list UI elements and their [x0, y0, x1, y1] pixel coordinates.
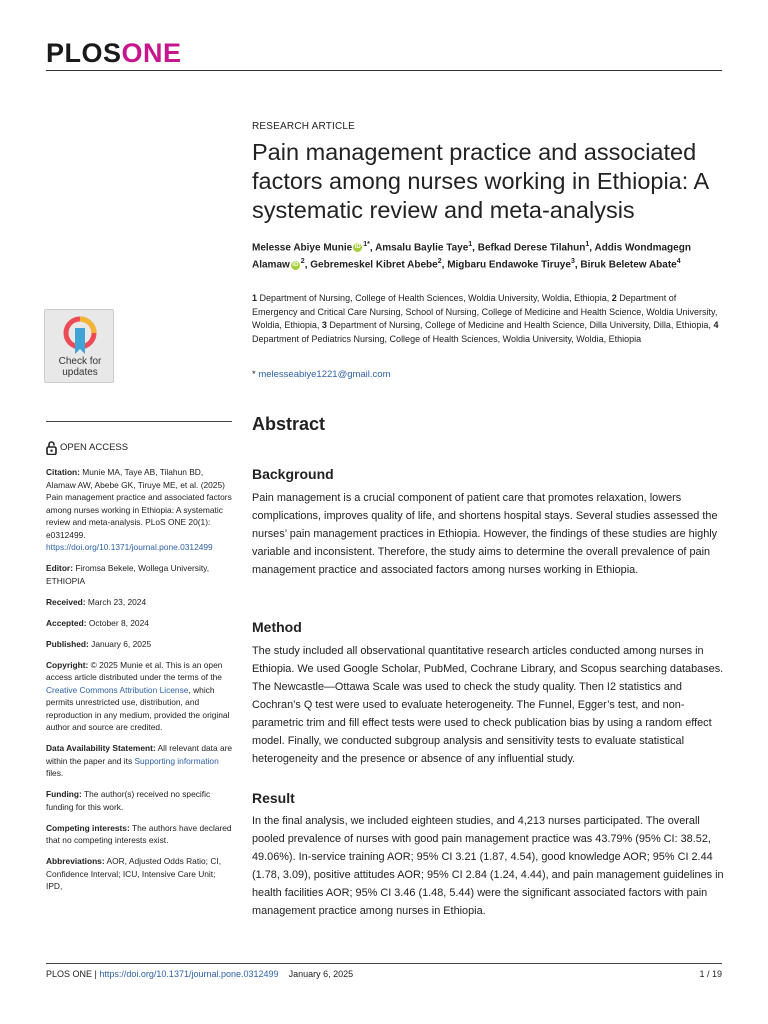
license-link[interactable]: Creative Commons Attribution License	[46, 684, 189, 695]
accepted-value: October 8, 2024	[88, 617, 149, 628]
editor	[46, 562, 234, 587]
abbreviations-text: AOR, Adjusted Odds Ratio; CI, Confidence Interval; ICU, Intensive Care Unit; IPD,	[46, 856, 222, 891]
article-sidebar	[46, 441, 234, 901]
author-affil-sup: 1	[363, 241, 368, 248]
corresponding-mark: *	[367, 241, 370, 248]
affil-number: 1	[252, 293, 258, 303]
affil-text: Department of Nursing, College of Health Sciences, Woldia University, Woldia, Ethiopia,	[259, 293, 610, 303]
footer-date: January 6, 2025	[288, 969, 354, 979]
affil-number: 3	[321, 320, 327, 330]
check-label-line1: Check for	[58, 356, 102, 367]
author-affil-sup: 2	[300, 258, 305, 266]
copyright	[46, 659, 234, 734]
corresponding-star: *	[252, 369, 256, 380]
crossmark-icon	[63, 316, 97, 356]
funding-text: The author(s) received no specific funding for this work.	[46, 789, 211, 812]
corresponding-email	[252, 369, 724, 380]
affil-text: Department of Nursing, College of Medicine and Health Science, Dilla University, Dilla, Ethiopia,	[329, 320, 711, 330]
sidebar-divider	[46, 421, 232, 422]
author-name[interactable]: Addis Wondmagegn Alamaw	[252, 242, 691, 271]
author-name[interactable]: Melesse Abiye Munie	[252, 242, 353, 254]
citation-label: Citation:	[46, 467, 80, 477]
author-name[interactable]: Befkad Derese Tilahun	[477, 242, 586, 254]
logo-plos: PLOS	[46, 38, 122, 68]
affil-number: 4	[713, 320, 719, 330]
article-type: RESEARCH ARTICLE	[252, 121, 356, 132]
footer-separator: |	[94, 969, 97, 979]
header-divider	[46, 70, 722, 71]
author-list: Melesse Abiye Munie iD $^{1*}$, Amsalu Baylie Taye$^1$, Befkad Derese Tilahun$^1$, Addis Wondmagegn Alamaw iD $^2$, Gebremeskel Kibret Abebe$^2$, Migbaru Endawoke Tiruye$^3$, Biruk Beletew Abate$^4$	[252, 241, 691, 271]
copyright-text: © 2025 Munie et al. This is an open access article distributed under the terms of the	[46, 659, 223, 682]
author-name[interactable]: Migbaru Endawoke Tiruye	[447, 259, 571, 271]
author-affil-sup: 1	[585, 241, 590, 248]
method-paragraph: The study included all observational quantitative research articles conducted among nurses in Ethiopia. We used Google Scholar, PubMed, Cochrane Library, and Scopus searching databases. The Newcastle—Ottawa Scale was used to check the study quality. Then I2 statistics and Cochran’s Q test were used to evaluate heterogeneity. The Funnel, Egger’s test, and non-parametric trim and fill effect tests were used to check publication bias by using a random effect model. Finally, we conducted subgroup analysis and sensitivity tests to evaluate statistical heterogeneity and the presence or absence of any influential study.	[252, 645, 724, 765]
competing-interests-text: The authors have declared that no competing interests exist.	[46, 822, 232, 845]
author-name[interactable]: Biruk Beletew Abate	[580, 259, 677, 271]
open-access-text: OPEN ACCESS	[60, 441, 129, 453]
abstract-heading: Abstract	[252, 414, 326, 434]
background-paragraph: Pain management is a crucial component of patient care that promotes relaxation, lowers complications, improves quality of life, and shortens hospital stays. Several studies assessed the nurses’ pain management practices in Ethiopia. However, the findings of these studies are highly variable and inconsistent. Therefore, the study aims to determine the overall prevalence of pain management practice and associated factors among nurses working in Ethiopia.	[252, 492, 718, 576]
copyright-text-end: , which permits unrestricted use, distribution, and reproduction in any medium, provided the original author and source are credited.	[46, 684, 230, 732]
footer-doi-link[interactable]: https://doi.org/10.1371/journal.pone.0312499	[99, 969, 279, 979]
received-value: March 23, 2024	[87, 596, 147, 607]
logo-one: ONE	[121, 38, 182, 68]
affil-text: Department of Pediatrics Nursing, College of Health Sciences, Woldia University, Woldia, Ethiopia	[252, 333, 642, 344]
citation	[46, 466, 234, 554]
orcid-icon[interactable]: iD	[354, 244, 361, 251]
check-for-updates-badge[interactable]	[44, 309, 114, 383]
author-name[interactable]: Gebremeskel Kibret Abebe	[310, 259, 438, 271]
affil-text: Department of Emergency and Critical Care Nursing, School of Nursing, College of Medicine and Health Science, Woldia University, Woldia, Ethiopia,	[252, 293, 718, 330]
result-paragraph: In the final analysis, we included eighteen studies, and 4,213 nurses participated. The overall pooled prevalence of nurses with good pain management practice was 43.79% (95% CI: 38.52, 49.06%). In-service training AOR; 95% CI 3.21 (1.87, 4.54), good knowledge AOR; 95% CI 2.44 (1.78, 3.09), positive attitudes AOR; 95% CI 2.84 (1.24, 4.44), and pain management guidelines in health facilities AOR; 95% CI 3.46 (1.48, 5.44) were the significant associated factors with pain management practice among nurses in Ethiopia.	[252, 815, 724, 917]
accepted-date	[46, 617, 234, 630]
data-availability-text-end: files.	[46, 768, 64, 778]
data-availability-text: All relevant data are within the paper and its	[46, 743, 233, 766]
funding-label: Funding:	[46, 789, 82, 799]
author-affil-sup: 3	[570, 258, 575, 266]
footer-journal: PLOS ONE	[46, 969, 93, 979]
author-affil-sup: 4	[676, 258, 681, 266]
editor-text: Firomsa Bekele, Wollega University, ETHIOPIA	[46, 563, 210, 586]
supporting-info-link[interactable]: Supporting information	[134, 755, 219, 766]
copyright-label: Copyright:	[46, 659, 89, 670]
competing-interests	[46, 822, 234, 847]
affil-number: 2	[611, 293, 617, 303]
check-label-line2: updates	[62, 367, 98, 378]
email-link[interactable]: melesseabiye1221@gmail.com	[258, 369, 391, 380]
accepted-label: Accepted:	[46, 617, 87, 628]
abbreviations	[46, 855, 234, 893]
page-footer	[46, 969, 722, 979]
page-number: 1 / 19	[699, 969, 722, 979]
orcid-icon[interactable]: iD	[292, 261, 299, 268]
author-name[interactable]: Amsalu Baylie Taye	[375, 242, 469, 254]
background-heading: Background	[252, 466, 334, 482]
editor-label: Editor:	[46, 563, 73, 573]
competing-interests-label: Competing interests:	[46, 822, 130, 833]
data-availability-label: Data Availability Statement:	[46, 743, 156, 753]
open-access-label	[46, 441, 234, 455]
received-label: Received:	[46, 596, 86, 607]
footer-divider	[46, 963, 722, 964]
author-affil-sup: 1	[468, 241, 473, 248]
citation-doi-link[interactable]: https://doi.org/10.1371/journal.pone.0312499	[46, 542, 213, 552]
funding	[46, 788, 234, 813]
method-heading: Method	[252, 619, 302, 635]
open-lock-icon	[46, 441, 57, 455]
citation-text: Munie MA, Taye AB, Tilahun BD, Alamaw AW, Abebe GK, Tiruye ME, et al. (2025) Pain management practice and associated factors among nurses working in Ethiopia: A systematic review and meta-analysis. PLoS ONE 20(1): e0312499.	[46, 467, 232, 540]
published-value: January 6, 2025	[91, 638, 152, 649]
result-heading: Result	[252, 790, 295, 806]
published-label: Published:	[46, 638, 89, 649]
abbreviations-label: Abbreviations:	[46, 856, 105, 866]
journal-logo[interactable]	[46, 38, 182, 69]
affiliations	[252, 292, 724, 346]
published-date	[46, 638, 234, 651]
author-affil-sup: 2	[437, 258, 442, 266]
data-availability	[46, 742, 234, 780]
check-for-updates-label	[45, 356, 115, 378]
article-title: Pain management practice and associated factors among nurses working in Ethiopia: A systematic review and meta-analysis	[252, 139, 708, 223]
received-date	[46, 596, 234, 609]
